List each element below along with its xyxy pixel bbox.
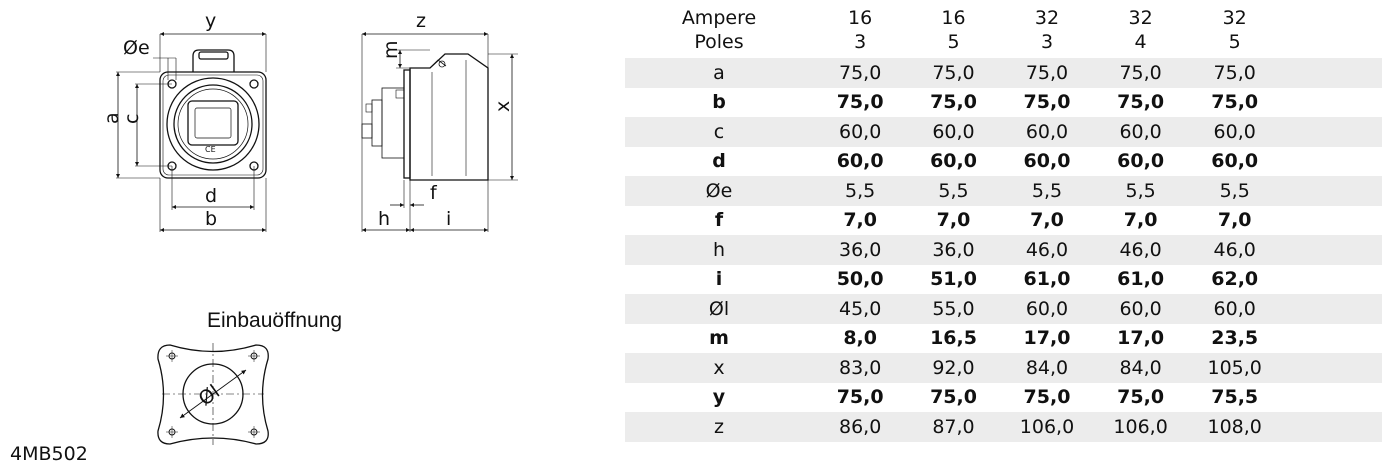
table-cell: 84,0 (1094, 353, 1187, 383)
dim-label-m: m (380, 40, 402, 59)
row-label: h (625, 235, 813, 265)
table-cell: 106,0 (1094, 412, 1187, 442)
table-row (625, 265, 1382, 295)
table-cell: 7,0 (936, 209, 971, 232)
table-cell: 106,0 (1000, 412, 1095, 442)
table-cell: 75,0 (907, 58, 999, 88)
row-label: z (625, 412, 813, 442)
dim-label-z: z (416, 10, 426, 32)
table-cell: 17,0 (1117, 327, 1165, 350)
table-cell: 7,0 (1030, 209, 1064, 232)
header-cell: 32 3 (1034, 7, 1060, 53)
dim-label-f: f (430, 182, 437, 204)
row-label: Øe (625, 176, 813, 206)
side-view-drawing (362, 34, 518, 232)
table-cell: 86,0 (813, 412, 907, 442)
row-label: f (714, 209, 724, 232)
dim-label-c: c (121, 113, 143, 124)
table-cell: 75,0 (836, 386, 884, 409)
table-row (625, 176, 1382, 206)
table-cell: 92,0 (907, 353, 999, 383)
table-row (625, 117, 1382, 147)
ce-mark: CE (205, 145, 216, 154)
table-row (625, 58, 1382, 88)
row-label: d (712, 150, 726, 173)
dim-label-ol: Øl (194, 380, 224, 411)
table-cell: 46,0 (1187, 235, 1283, 265)
table-cell: 75,0 (1000, 58, 1095, 88)
table-cell: 60,0 (930, 150, 977, 173)
dim-label-i: i (446, 208, 452, 230)
row-label: m (709, 327, 729, 350)
dim-label-oe: Øe (123, 37, 150, 59)
table-cell: 60,0 (1094, 294, 1187, 324)
header-cell: Ampere Poles (681, 7, 757, 53)
table-cell: 75,0 (1094, 58, 1187, 88)
dim-label-x: x (492, 100, 514, 112)
table-cell: 75,0 (813, 58, 907, 88)
table-cell: 7,0 (843, 209, 877, 232)
table-cell: 36,0 (907, 235, 999, 265)
dim-label-b: b (205, 208, 218, 230)
table-cell: 8,0 (843, 327, 877, 350)
table-cell: 62,0 (1211, 268, 1259, 291)
row-label: i (715, 268, 723, 291)
table-row (625, 294, 1382, 324)
dim-label-a: a (101, 112, 123, 124)
table-cell: 84,0 (1000, 353, 1095, 383)
table-row (625, 353, 1382, 383)
table-cell: 60,0 (907, 117, 999, 147)
table-row (625, 147, 1382, 177)
row-label: y (712, 386, 726, 409)
table-cell: 75,0 (930, 91, 977, 114)
table-cell: 83,0 (813, 353, 907, 383)
table-cell: 75,0 (1117, 386, 1165, 409)
table-cell: 87,0 (907, 412, 999, 442)
table-cell: 23,5 (1211, 327, 1259, 350)
table-row (625, 88, 1382, 118)
table-cell: 61,0 (1023, 268, 1071, 291)
table-cell: 55,0 (907, 294, 999, 324)
row-label: x (625, 353, 813, 383)
table-cell: 60,0 (1211, 150, 1259, 173)
table-cell: 46,0 (1094, 235, 1187, 265)
table-row (625, 235, 1382, 265)
table-cell: 5,5 (1000, 176, 1095, 206)
header-row (625, 6, 1382, 58)
table-cell: 16,5 (930, 327, 977, 350)
header-cell: 32 4 (1128, 7, 1153, 53)
table-cell: 75,0 (1211, 91, 1259, 114)
dim-label-y: y (205, 10, 217, 32)
table-cell: 60,0 (1000, 117, 1095, 147)
table-cell: 75,0 (1117, 91, 1165, 114)
header-cell: 32 5 (1222, 7, 1247, 53)
row-label: a (625, 58, 813, 88)
table-cell: 60,0 (1094, 117, 1187, 147)
dim-label-h: h (378, 208, 391, 230)
table-cell: 75,0 (1023, 386, 1071, 409)
product-code: 4MB502 (10, 443, 88, 465)
table-row (625, 324, 1382, 354)
table-cell: 17,0 (1023, 327, 1071, 350)
front-view-drawing (116, 34, 266, 232)
table-row (625, 383, 1382, 413)
table-cell: 51,0 (930, 268, 977, 291)
table-cell: 105,0 (1187, 353, 1283, 383)
table-row (625, 412, 1382, 442)
table-cell: 46,0 (1000, 235, 1095, 265)
table-cell: 5,5 (1187, 176, 1283, 206)
dimension-table (625, 6, 1382, 442)
table-cell: 5,5 (907, 176, 999, 206)
table-cell: 60,0 (1187, 117, 1283, 147)
row-label: b (712, 91, 726, 114)
table-cell: 7,0 (1217, 209, 1252, 232)
table-cell: 45,0 (813, 294, 907, 324)
header-cell: 16 5 (941, 7, 966, 53)
table-cell: 60,0 (1187, 294, 1283, 324)
table-cell: 5,5 (813, 176, 907, 206)
table-cell: 75,0 (1187, 58, 1283, 88)
header-cell-empty (1282, 6, 1382, 58)
table-cell: 108,0 (1187, 412, 1283, 442)
table-cell: 75,0 (930, 386, 977, 409)
table-cell: 60,0 (813, 117, 907, 147)
table-cell: 60,0 (1117, 150, 1165, 173)
table-cell: 7,0 (1123, 209, 1158, 232)
table-cell: 60,0 (836, 150, 884, 173)
table-cell: 75,0 (836, 91, 884, 114)
table-cell: 36,0 (813, 235, 907, 265)
mounting-opening-title: Einbauöffnung (207, 309, 343, 332)
row-label: c (625, 117, 813, 147)
table-cell: 60,0 (1023, 150, 1071, 173)
table-row (625, 206, 1382, 236)
row-label: Øl (625, 294, 813, 324)
header-cell: 16 3 (848, 7, 873, 53)
table-cell: 60,0 (1000, 294, 1095, 324)
table-cell: 75,0 (1023, 91, 1071, 114)
table-cell: 61,0 (1117, 268, 1165, 291)
table-cell: 5,5 (1094, 176, 1187, 206)
table-cell: 50,0 (836, 268, 884, 291)
dim-label-d: d (205, 185, 218, 207)
table-cell: 75,5 (1211, 386, 1259, 409)
